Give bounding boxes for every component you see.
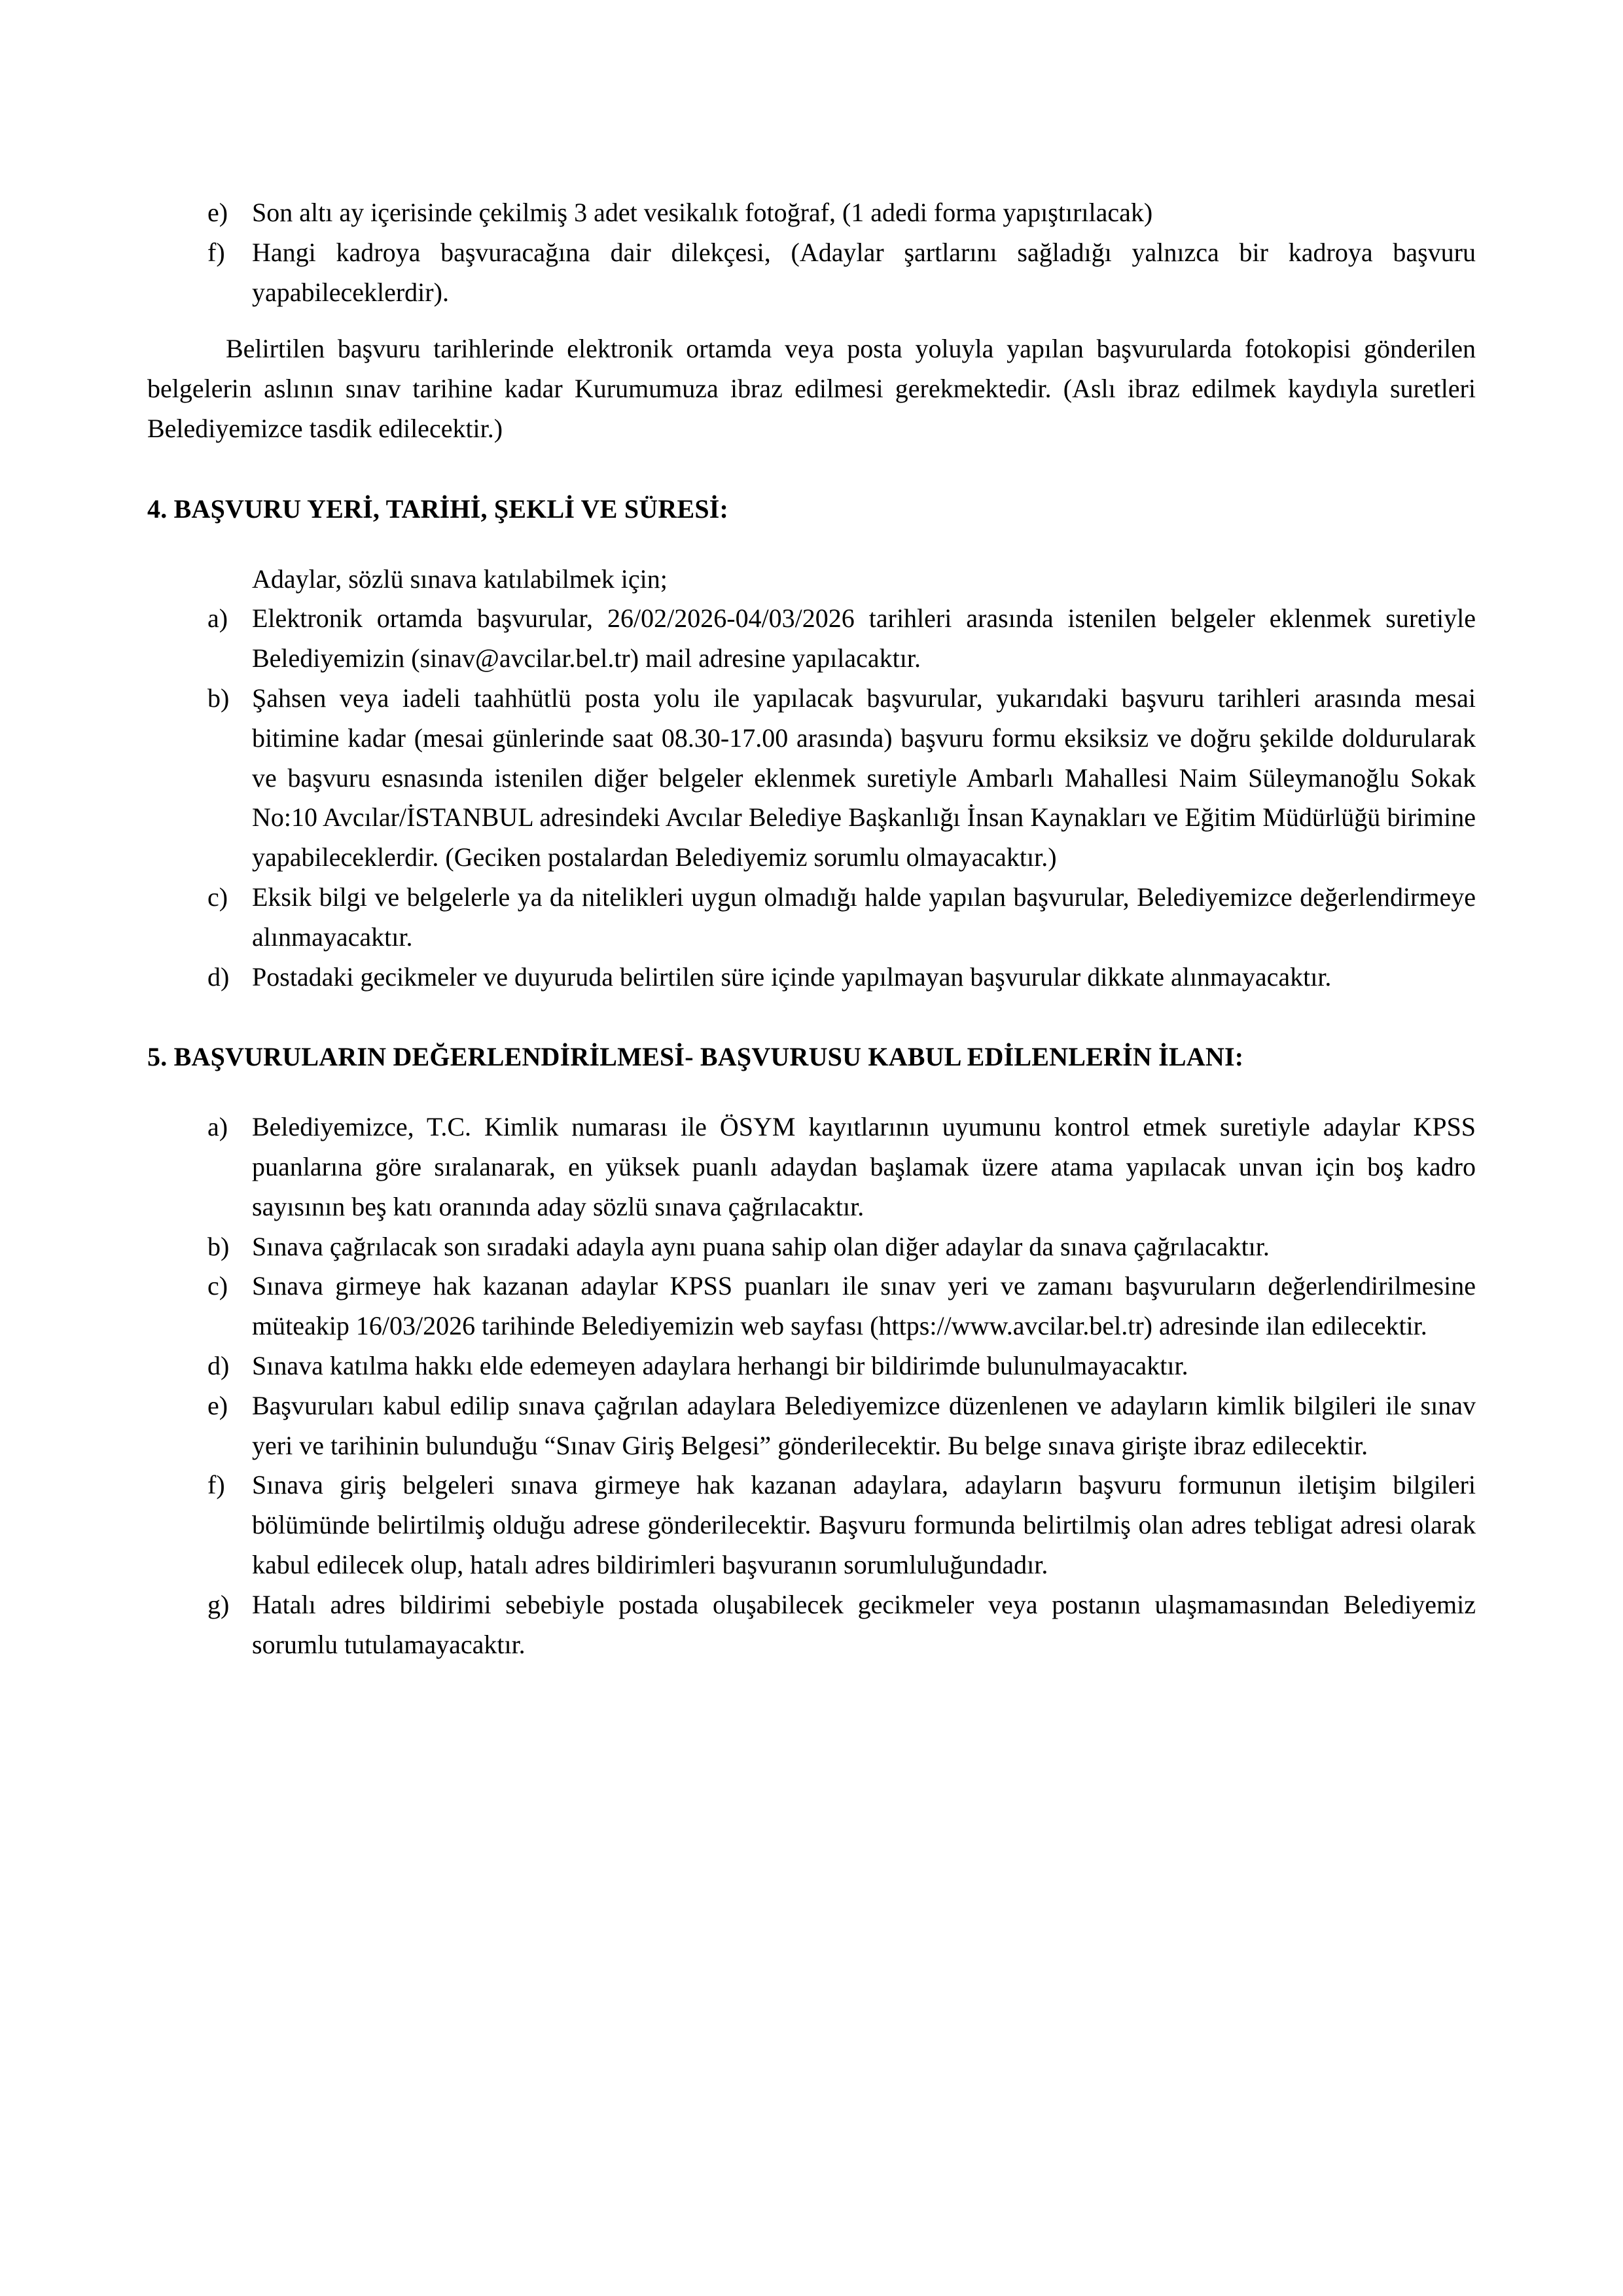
- list-item: [147, 958, 1476, 997]
- list-marker: f): [207, 1470, 225, 1500]
- list-marker: f): [207, 237, 225, 267]
- list-marker: b): [207, 1231, 230, 1261]
- intro-paragraph: Belirtilen başvuru tarihlerinde elektronik ortamda veya posta yoluyla yapılan başvurularda fotokopisi gönderilen belgelerin aslının sınav tarihine kadar Kurumumuza ibraz edilmesi gerekmektedir. (Aslı ibraz edilmek kaydıyla suretleri Belediyemizce tasdik edilecektir.): [147, 334, 1476, 443]
- list-item: [147, 1266, 1476, 1346]
- list-item: [147, 878, 1476, 958]
- section-4-lead-line: Adaylar, sözlü sınava katılabilmek için;: [252, 564, 668, 594]
- list-item-text: Sınava girmeye hak kazanan adaylar KPSS puanları ile sınav yeri ve zamanı başvuruların değerlendirilmesine müteakip 16/03/2026 tarihinde Belediyemizin web sayfası (https://www.avcilar.bel.tr) adresinde ilan edilecektir.: [252, 1271, 1476, 1341]
- list-marker: c): [207, 882, 228, 912]
- list-item-text: Postadaki gecikmeler ve duyuruda belirtilen süre içinde yapılmayan başvurular dikkate alınmayacaktır.: [252, 961, 1332, 992]
- list-marker: e): [207, 198, 228, 227]
- list-item: [147, 1386, 1476, 1466]
- list-item: [147, 193, 1476, 233]
- section-4-heading: 4. BAŞVURU YERİ, TARİHİ, ŞEKLİ VE SÜRESİ:: [147, 493, 729, 524]
- list-marker: d): [207, 1350, 230, 1380]
- document-requirements-list: [147, 193, 1476, 312]
- list-item: [147, 599, 1476, 679]
- spacer: [147, 997, 1476, 1037]
- list-item-text: Hangi kadroya başvuracağına dair dilekçesi, (Adaylar şartlarını sağladığı yalnızca bir kadroya başvuru yapabileceklerdir).: [252, 237, 1476, 307]
- list-item: [147, 1585, 1476, 1665]
- list-item-text: Hatalı adres bildirimi sebebiyle postada oluşabilecek gecikmeler veya postanın ulaşmamasından Belediyemiz sorumlu tutulamayacaktır.: [252, 1589, 1476, 1659]
- list-item-text: Sınava katılma hakkı elde edemeyen adaylara herhangi bir bildirimde bulunulmayacaktır.: [252, 1350, 1188, 1380]
- spacer: [147, 449, 1476, 490]
- list-marker: e): [207, 1390, 228, 1420]
- list-marker: c): [207, 1271, 228, 1301]
- list-item-text: Son altı ay içerisinde çekilmiş 3 adet vesikalık fotoğraf, (1 adedi forma yapıştırılacak): [252, 198, 1153, 227]
- section-5-heading: 5. BAŞVURULARIN DEĞERLENDİRİLMESİ- BAŞVURUSU KABUL EDİLENLERİN İLANI:: [147, 1042, 1244, 1072]
- spacer: [147, 1077, 1476, 1107]
- list-item: [147, 1107, 1476, 1227]
- list-item-text: Belediyemizce, T.C. Kimlik numarası ile ÖSYM kayıtlarının uyumunu kontrol etmek suretiyle adaylar KPSS puanlarına göre sıralanarak, en yüksek puanlı adaydan başlamak üzere atama yapılacak unvan için boş kadro sayısının beş katı oranında aday sözlü sınava çağrılacaktır.: [252, 1112, 1476, 1221]
- list-item-text: Sınava çağrılacak son sıradaki adayla aynı puana sahip olan diğer adaylar da sınava çağrılacaktır.: [252, 1231, 1270, 1261]
- section-4-list: [147, 599, 1476, 997]
- list-item: [147, 233, 1476, 313]
- spacer: [147, 529, 1476, 560]
- list-item: [147, 679, 1476, 878]
- list-item-text: Elektronik ortamda başvurular, 26/02/2026-04/03/2026 tarihleri arasında istenilen belgeler eklenmek suretiyle Belediyemizin (sinav@avcilar.bel.tr) mail adresine yapılacaktır.: [252, 603, 1476, 673]
- list-item: [147, 1227, 1476, 1267]
- section-5-list: [147, 1107, 1476, 1664]
- list-item-text: Eksik bilgi ve belgelerle ya da nitelikleri uygun olmadığı halde yapılan başvurular, Belediyemizce değerlendirmeye alınmayacaktır.: [252, 882, 1476, 952]
- list-marker: d): [207, 961, 230, 992]
- list-item-text: Başvuruları kabul edilip sınava çağrılan adaylara Belediyemizce düzenlenen ve adayların kimlik bilgileri ile sınav yeri ve tarihinin bulunduğu “Sınav Giriş Belgesi” gönderilecektir. Bu belge sınava girişte ibraz edilecektir.: [252, 1390, 1476, 1460]
- list-item: [147, 1465, 1476, 1585]
- spacer: [147, 312, 1476, 329]
- list-item: [147, 1346, 1476, 1386]
- list-marker: g): [207, 1589, 230, 1619]
- list-item-text: Sınava giriş belgeleri sınava girmeye hak kazanan adaylara, adayların başvuru formunun iletişim bilgileri bölümünde belirtilmiş olduğu adrese gönderilecektir. Başvuru formunda belirtilmiş olan adres tebligat adresi olarak kabul edilecek olup, hatalı adres bildirimleri başvuranın sorumluluğundadır.: [252, 1470, 1476, 1579]
- list-marker: b): [207, 683, 230, 713]
- list-item-text: Şahsen veya iadeli taahhütlü posta yolu ile yapılacak başvurular, yukarıdaki başvuru tarihleri arasında mesai bitimine kadar (mesai günlerinde saat 08.30-17.00 arasında) başvuru formu eksiksiz ve doğru şekilde doldurularak ve başvuru esnasında istenilen diğer belgeler eklenmek suretiyle Ambarlı Mahallesi Naim Süleymanoğlu Sokak No:10 Avcılar/İSTANBUL adresindeki Avcılar Belediye Başkanlığı İnsan Kaynakları ve Eğitim Müdürlüğü birimine yapabileceklerdir. (Geciken postalardan Belediyemiz sorumlu olmayacaktır.): [252, 683, 1476, 872]
- list-marker: a): [207, 603, 228, 634]
- list-marker: a): [207, 1112, 228, 1142]
